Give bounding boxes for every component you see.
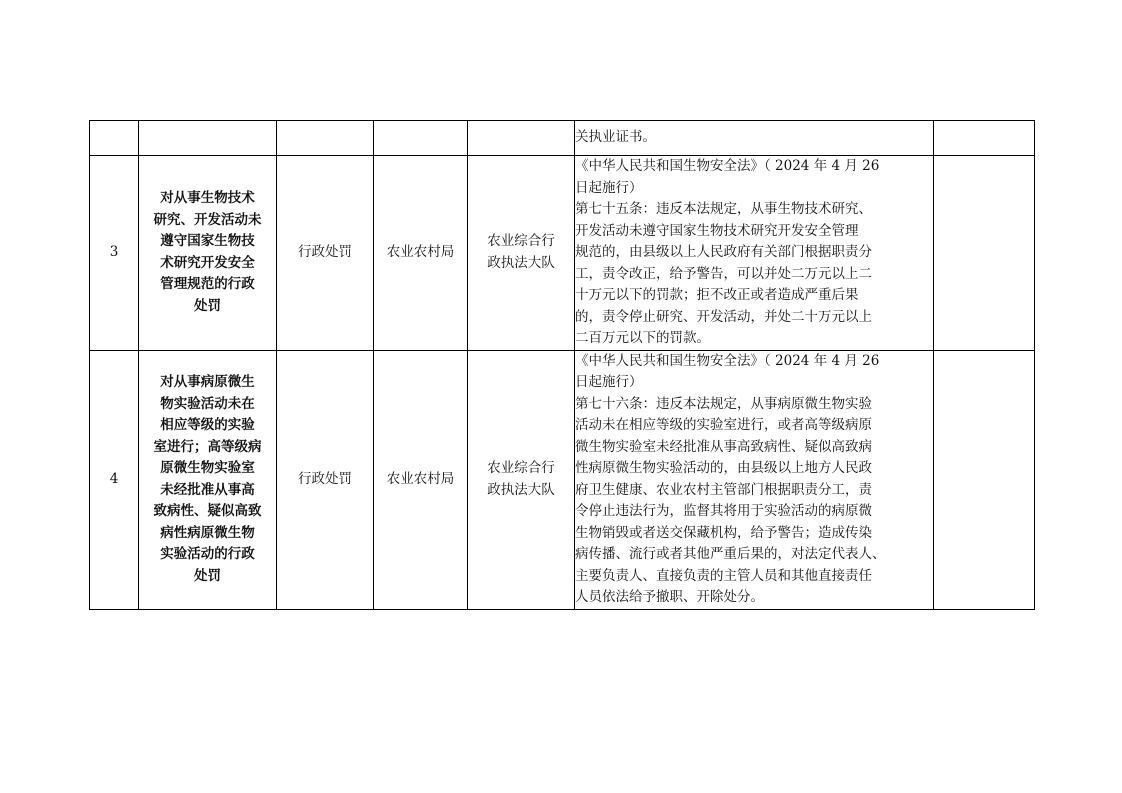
cell-number: 4	[90, 350, 139, 609]
item-name-line: 物实验活动未在	[160, 395, 255, 412]
enforcer-line: 政执法大队	[487, 481, 555, 498]
item-name-line: 处罚	[194, 297, 221, 314]
item-name-line: 实验活动的行政	[160, 546, 255, 562]
basis-line: 《中华人民共和国生物安全法》（ 2024 年 4 月 26	[575, 352, 880, 369]
cell-legal-basis	[575, 121, 934, 156]
basis-line: 日起施行）	[575, 179, 643, 196]
cell-legal-basis	[575, 156, 934, 351]
basis-line: 《中华人民共和国生物安全法》（ 2024 年 4 月 26	[575, 158, 880, 174]
enforcer-line: 农业综合行	[487, 460, 555, 476]
basis-line: 二百万元以下的罚款。	[575, 330, 710, 346]
basis-line: 病传播、流行或者其他严重后果的，对法定代表人、	[575, 546, 886, 562]
cell-item-name	[139, 156, 277, 351]
cell-department: 农业农村局	[374, 350, 468, 609]
item-name-line: 处罚	[194, 567, 221, 584]
basis-line: 开发活动未遵守国家生物技术研究开发安全管理	[575, 222, 859, 239]
basis-line: 性病原微生物实验活动的，由县级以上地方人民政	[575, 460, 872, 476]
basis-line: 工，责令改正，给予警告，可以并处二万元以上二	[575, 265, 872, 282]
basis-line: 令停止违法行为，监督其将用于实验活动的病原微	[575, 503, 872, 519]
basis-line: 规范的，由县级以上人民政府有关部门根据职责分	[575, 244, 872, 260]
enforcer-line: 政执法大队	[487, 254, 555, 271]
cell-remark	[934, 121, 1035, 156]
cell-remark	[934, 156, 1035, 351]
basis-line: 关执业证书。	[575, 129, 656, 146]
table-row	[90, 156, 1035, 351]
basis-line: 第七十五条：违反本法规定，从事生物技术研究、	[575, 201, 872, 217]
enforcer-line: 农业综合行	[487, 233, 555, 250]
cell-number: 3	[90, 156, 139, 351]
cell-legal-basis	[575, 350, 934, 609]
basis-line: 的，责令停止研究、开发活动，并处二十万元以上	[575, 308, 872, 325]
cell-number	[90, 121, 139, 156]
cell-enforcer	[468, 156, 575, 351]
basis-line: 微生物实验室未经批准从事高致病性、疑似高致病	[575, 438, 872, 455]
item-name-line: 遵守国家生物技	[160, 233, 255, 250]
item-name-line: 致病性、疑似高致	[153, 503, 262, 519]
cell-remark	[934, 350, 1035, 609]
item-name-line: 相应等级的实验	[160, 417, 255, 433]
cell-category	[277, 121, 374, 156]
item-name-line: 对从事生物技术	[160, 190, 255, 207]
cell-category: 行政处罚	[277, 156, 374, 351]
enforcement-table	[89, 120, 1035, 610]
item-name-line: 原微生物实验室	[160, 460, 255, 476]
cell-item-name	[139, 350, 277, 609]
cell-enforcer	[468, 121, 575, 156]
item-name-line: 未经批准从事高	[160, 481, 255, 498]
basis-line: 主要负责人、直接负责的主管人员和其他直接责任	[575, 567, 872, 584]
cell-department: 农业农村局	[374, 156, 468, 351]
basis-line: 生物销毁或者送交保藏机构，给予警告；造成传染	[575, 524, 872, 541]
basis-line: 日起施行）	[575, 374, 643, 390]
item-name-line: 室进行；高等级病	[153, 438, 262, 455]
table-row	[90, 350, 1035, 609]
item-name-line: 研究、开发活动未	[153, 211, 262, 228]
basis-line: 活动未在相应等级的实验室进行，或者高等级病原	[575, 417, 872, 433]
cell-category: 行政处罚	[277, 350, 374, 609]
item-name-line: 病性病原微生物	[160, 524, 255, 541]
basis-line: 人员依法给予撤职、开除处分。	[575, 589, 764, 605]
item-name-line: 对从事病原微生	[160, 374, 255, 390]
basis-line: 第七十六条：违反本法规定，从事病原微生物实验	[575, 395, 872, 412]
basis-line: 十万元以下的罚款；拒不改正或者造成严重后果	[575, 287, 859, 303]
item-name-line: 管理规范的行政	[160, 276, 255, 293]
basis-line: 府卫生健康、农业农村主管部门根据职责分工，责	[575, 481, 872, 498]
item-name-line: 术研究开发安全	[160, 254, 255, 271]
cell-department	[374, 121, 468, 156]
cell-enforcer	[468, 350, 575, 609]
table-row-continuation	[90, 121, 1035, 156]
cell-item-name	[139, 121, 277, 156]
